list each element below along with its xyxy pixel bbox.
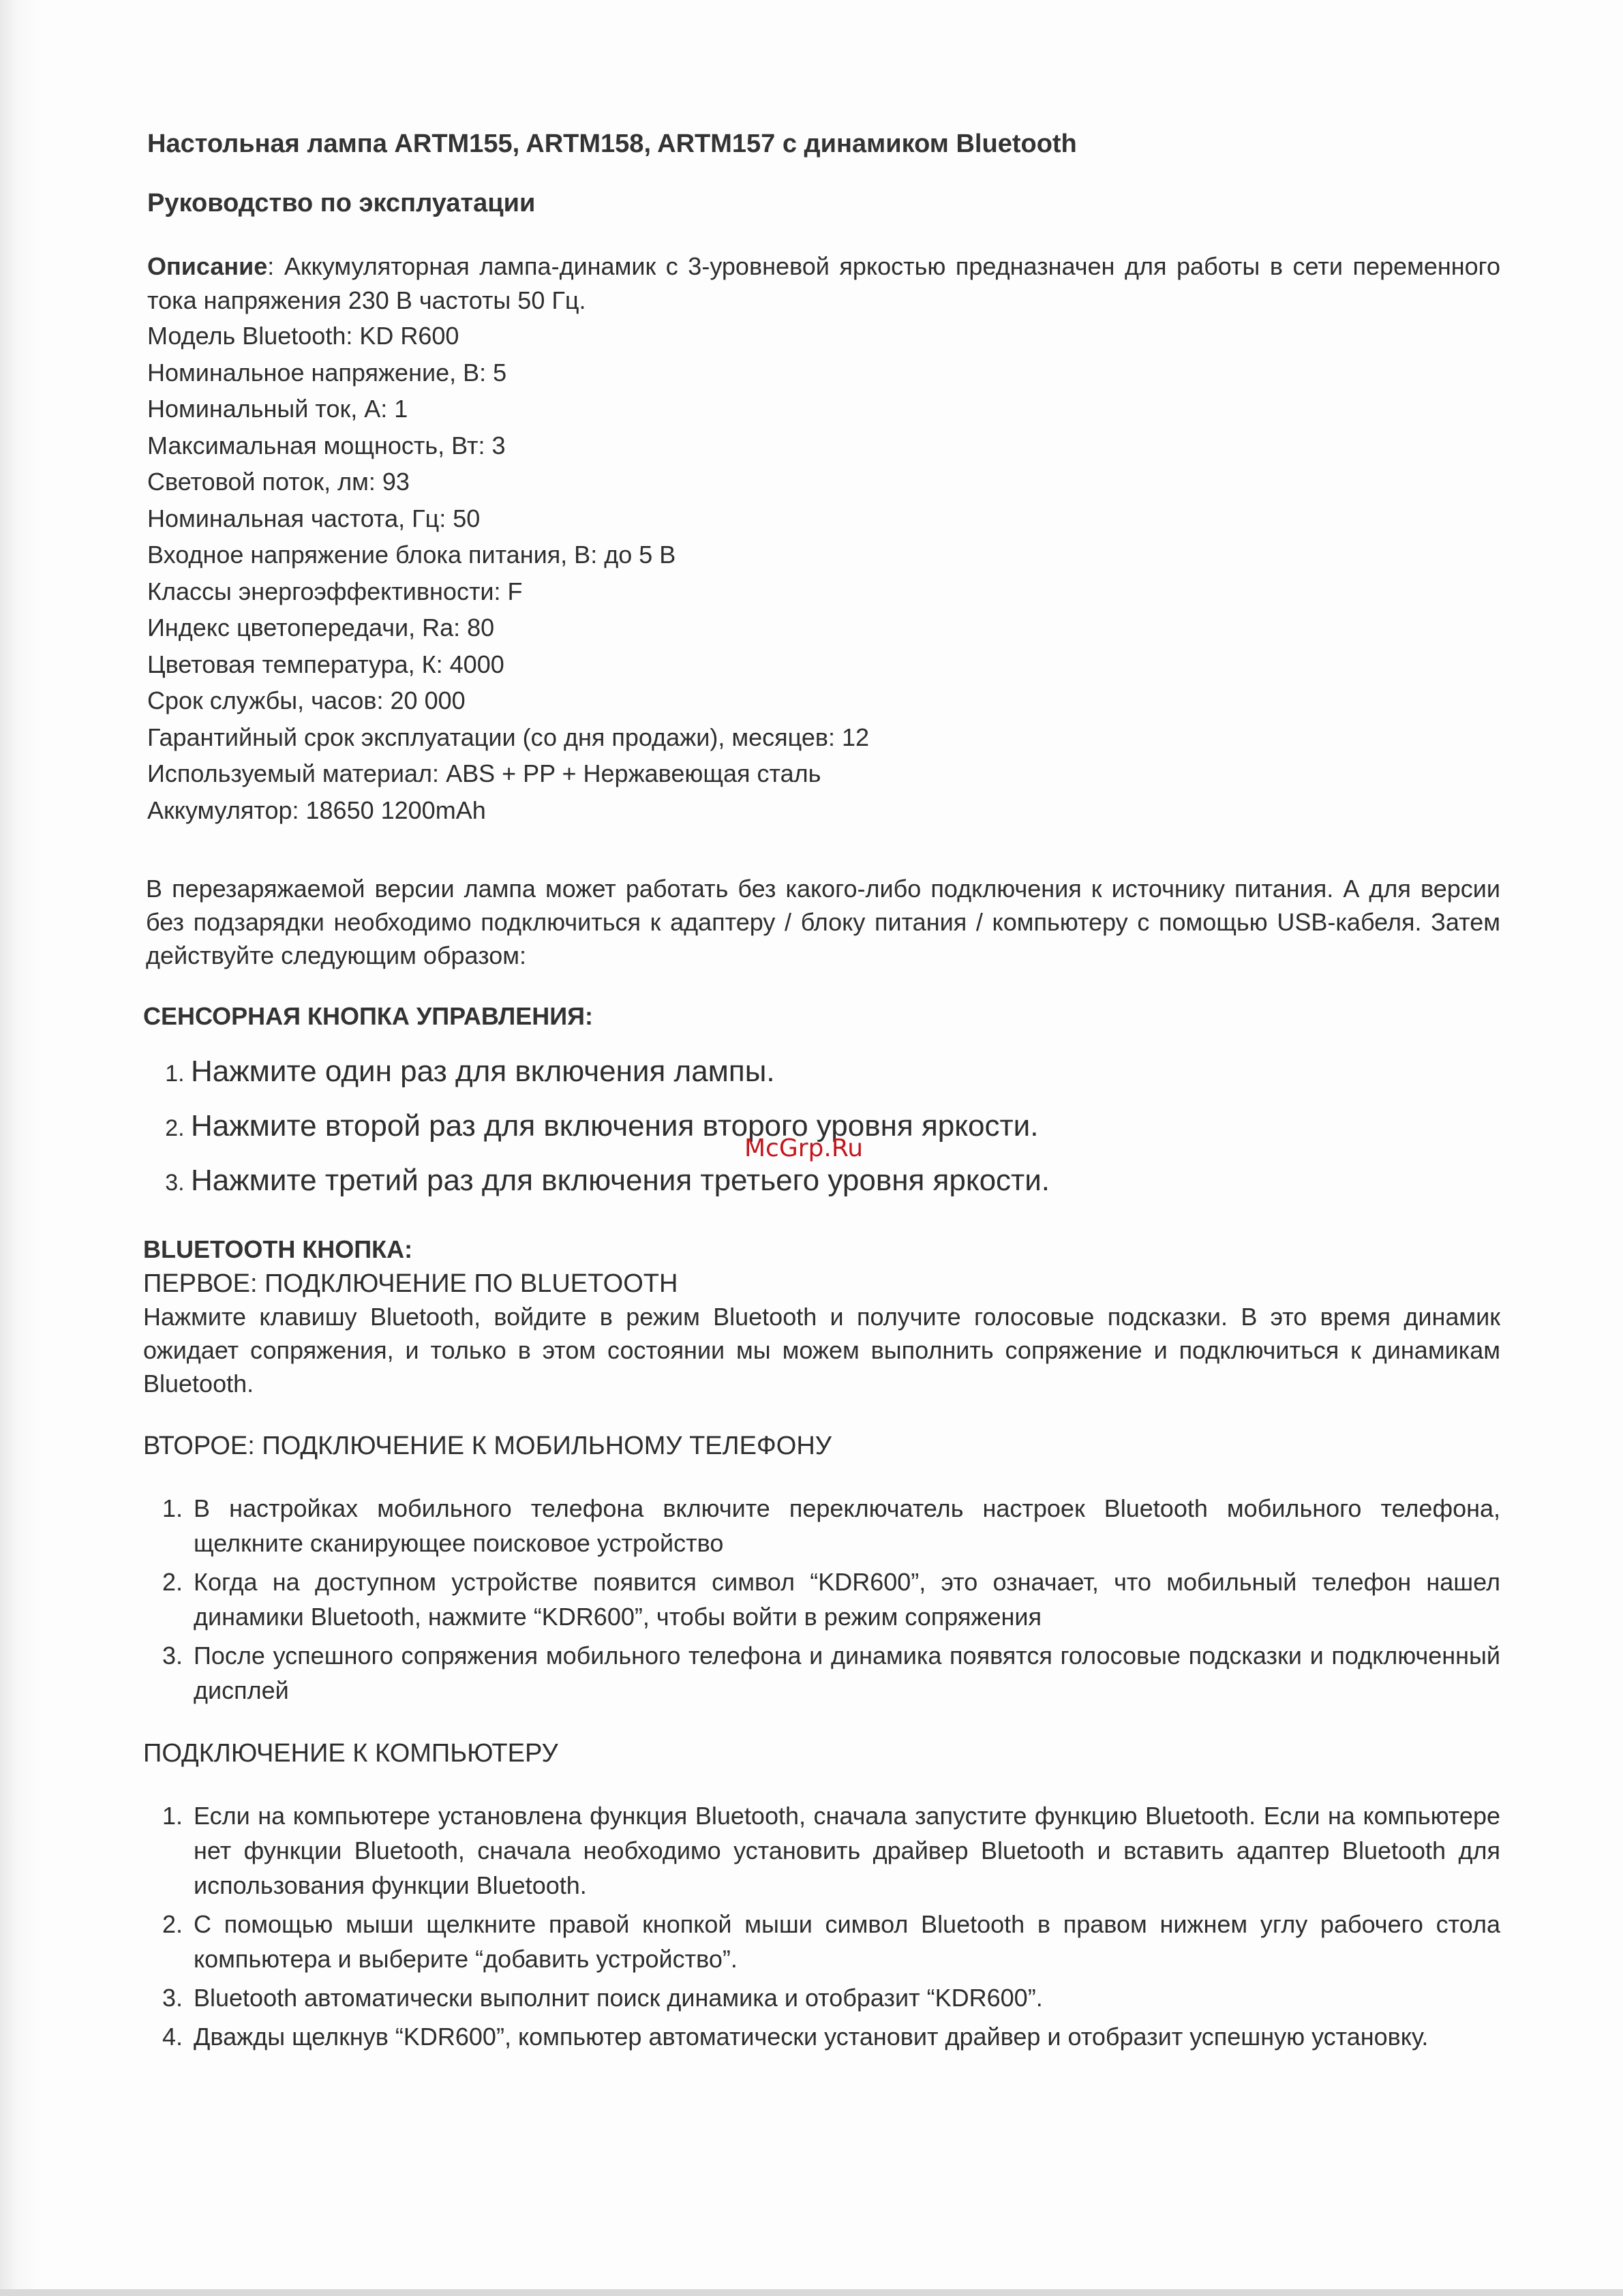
computer-step: 4. Дважды щелкнув “KDR600”, компьютер автоматически установит драйвер и отобразит успешную установку. [189, 2019, 1500, 2054]
document-subtitle: Руководство по эксплуатации [147, 189, 536, 217]
spec-item: Аккумулятор: 18650 1200mAh [147, 796, 486, 824]
phone-steps-list [143, 1491, 1500, 1708]
spec-item: Номинальная частота, Гц: 50 [147, 504, 481, 532]
spec-item: Срок службы, часов: 20 000 [147, 686, 466, 714]
phone-step: 2. Когда на доступном устройстве появится символ “KDR600”, это означает, что мобильный телефон нашел динамики Bluetooth, нажмите “KDR600”, чтобы войти в режим сопряжения [189, 1565, 1500, 1634]
spec-item: Максимальная мощность, Вт: 3 [147, 431, 506, 459]
phone-step: 3. После успешного сопряжения мобильного телефона и динамика появятся голосовые подсказки и подключенный дисплей [189, 1638, 1500, 1708]
touch-step: 2. Нажмите второй раз для включения второго уровня яркости. [191, 1099, 1500, 1153]
bluetooth-section-heading: BLUETOOTH КНОПКА: [143, 1235, 413, 1263]
touch-step: 3. Нажмите третий раз для включения третьего уровня яркости. [191, 1153, 1500, 1208]
description [147, 250, 1500, 318]
spec-item: Гарантийный срок эксплуатации (со дня продажи), месяцев: 12 [147, 723, 870, 751]
computer-connection-heading: ПОДКЛЮЧЕНИЕ К КОМПЬЮТЕРУ [143, 1739, 558, 1768]
bluetooth-first-text: Нажмите клавишу Bluetooth, войдите в режим Bluetooth и получите голосовые подсказки. В это время динамик ожидает сопряжения, и только в этом состоянии мы можем выполнить сопряжение и подключиться к динамикам Bluetooth. [143, 1303, 1500, 1398]
spec-item: Используемый материал: ABS + PP + Нержавеющая сталь [147, 759, 821, 787]
spec-item: Классы энергоэффективности: F [147, 577, 523, 605]
bluetooth-first-heading: ПЕРВОЕ: ПОДКЛЮЧЕНИЕ ПО BLUETOOTH [143, 1269, 678, 1298]
intro-paragraph: В перезаряжаемой версии лампа может работать без какого-либо подключения к источнику питания. А для версии без подзарядки необходимо подключиться к адаптеру / блоку питания / компьютеру с помощью USB-кабеля. Затем действуйте следующим образом: [146, 875, 1500, 969]
description-text: : Аккумуляторная лампа-динамик с 3-уровневой яркостью предназначен для работы в сети переменного тока напряжения 230 В частоты 50 Гц. [147, 252, 1500, 314]
watermark-text: McGrp.Ru [744, 1134, 864, 1162]
spec-item: Входное напряжение блока питания, В: до 5 В [147, 541, 676, 569]
touch-steps-list [143, 1044, 1500, 1208]
computer-steps-list [143, 1798, 1500, 2054]
scan-bottom-edge [0, 2289, 1623, 2296]
spec-item: Номинальный ток, А: 1 [147, 395, 408, 423]
spec-item: Номинальное напряжение, В: 5 [147, 358, 507, 387]
specs-list [143, 318, 1500, 828]
spec-item: Световой поток, лм: 93 [147, 468, 410, 496]
computer-step: 1. Если на компьютере установлена функция Bluetooth, сначала запустите функцию Bluetooth. Если на компьютере нет функции Bluetooth, сначала необходимо установить драйвер Bluetooth и вставить адаптер Bluetooth для использования функции Bluetooth. [189, 1798, 1500, 1903]
phone-connection-heading: ВТОРОЕ: ПОДКЛЮЧЕНИЕ К МОБИЛЬНОМУ ТЕЛЕФОНУ [143, 1432, 832, 1460]
spec-item: Цветовая температура, К: 4000 [147, 650, 504, 678]
computer-step: 2. С помощью мыши щелкните правой кнопкой мыши символ Bluetooth в правом нижнем углу рабочего стола компьютера и выберите “добавить устройство”. [189, 1907, 1500, 1976]
touch-step: 1. Нажмите один раз для включения лампы. [191, 1044, 1500, 1099]
spec-item: Модель Bluetooth: KD R600 [147, 322, 459, 350]
spec-item: Индекс цветопередачи, Ra: 80 [147, 614, 495, 641]
description-label: Описание [147, 252, 268, 280]
document-title: Настольная лампа ARTM155, ARTM158, ARTM157 с динамиком Bluetooth [147, 130, 1077, 158]
touch-section-heading: СЕНСОРНАЯ КНОПКА УПРАВЛЕНИЯ: [143, 1002, 594, 1030]
phone-step: 1. В настройках мобильного телефона включите переключатель настроек Bluetooth мобильного телефона, щелкните сканирующее поисковое устройство [189, 1491, 1500, 1560]
computer-step: 3. Bluetooth автоматически выполнит поиск динамика и отобразит “KDR600”. [189, 1980, 1500, 2015]
